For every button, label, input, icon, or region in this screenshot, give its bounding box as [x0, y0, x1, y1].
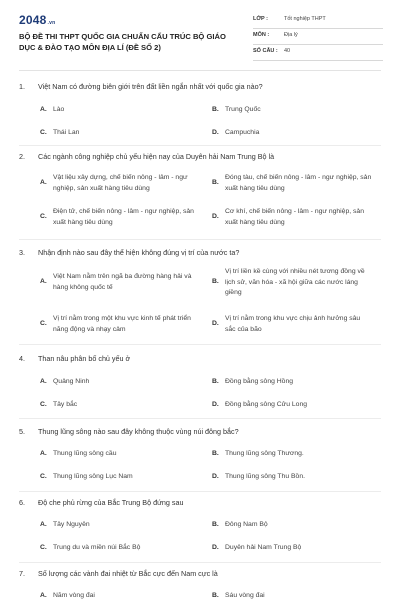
question-text: Việt Nam có đường biên giới trên đất liền ngắn nhất với quốc gia nào? — [38, 82, 263, 91]
option-letter: A. — [40, 521, 47, 528]
option-letter: A. — [40, 278, 47, 285]
question-divider — [19, 145, 381, 146]
question-divider — [19, 239, 381, 240]
option-text: Sáu vòng đai — [225, 592, 265, 599]
question-divider — [19, 344, 381, 345]
meta-key: MÔN : — [253, 32, 270, 38]
exam-meta — [253, 13, 383, 61]
option-letter: B. — [212, 378, 219, 385]
option-text: Lào — [53, 106, 65, 113]
option-letter: D. — [212, 129, 219, 136]
option-text: Thung lũng sông cầu — [53, 450, 117, 457]
option-letter: D. — [212, 473, 219, 480]
option-text: Campuchia — [225, 129, 260, 136]
option-text: Trung Quốc — [225, 106, 261, 113]
option-text: Thung lũng sông Thương. — [225, 450, 304, 457]
question-divider — [19, 418, 381, 419]
option-text: Vị trí liền kề cùng với nhiều nét tương đồng về lịch sử, văn hóa - xã hội giữa các nước láng giềng — [225, 268, 365, 296]
option-letter: D. — [212, 401, 219, 408]
exam-title: BỘ ĐỀ THI THPT QUỐC GIA CHUẨN CẤU TRÚC BỘ GIÁO DỤC & ĐÀO TẠO MÔN ĐỊA LÍ (ĐỀ SỐ 2) — [19, 32, 226, 52]
option-letter: A. — [40, 450, 47, 457]
option-letter: B. — [212, 592, 219, 599]
option-letter: C. — [40, 213, 47, 220]
question-text: Số lượng các vành đai nhiệt từ Bắc cực đến Nam cực là — [38, 569, 218, 578]
option-text: Duyên hải Nam Trung Bộ — [225, 544, 302, 551]
option-letter: B. — [212, 278, 219, 285]
option-text: Tây bắc — [53, 401, 78, 408]
question-divider — [19, 491, 381, 492]
option-text: Quảng Ninh — [53, 378, 90, 385]
logo-text: 2048 — [19, 13, 47, 27]
question-number: 1. — [19, 82, 25, 91]
option-letter: C. — [40, 320, 47, 327]
option-text: Thung lũng sông Lục Nam — [53, 473, 133, 480]
question-text: Thung lũng sông nào sau đây không thuộc vùng núi đông bắc? — [38, 427, 239, 436]
option-letter: C. — [40, 129, 47, 136]
option-text: Thái Lan — [53, 129, 80, 136]
question-text: Than nâu phân bố chủ yếu ở — [38, 354, 131, 363]
meta-value: 40 — [284, 48, 291, 54]
option-letter: D. — [212, 544, 219, 551]
option-letter: C. — [40, 473, 47, 480]
page-header — [0, 0, 400, 66]
option-letter: A. — [40, 378, 47, 385]
header-divider — [19, 70, 381, 71]
meta-key: LỚP : — [253, 16, 268, 22]
option-letter: A. — [40, 179, 47, 186]
option-letter: A. — [40, 106, 47, 113]
logo-suffix: .vn — [47, 20, 56, 26]
option-text: Điện tử, chế biến nông - lâm - ngư nghiệp, sản xuất hàng tiêu dùng — [53, 208, 194, 226]
question-text: Độ che phủ rừng của Bắc Trung Bộ đứng sau — [38, 498, 184, 507]
option-text: Trung du và miền núi Bắc Bộ — [53, 544, 141, 551]
option-text: Năm vòng đai — [53, 592, 95, 599]
question-text: Các ngành công nghiệp chủ yếu hiện nay của Duyên hải Nam Trung Bộ là — [38, 152, 275, 161]
meta-row-count — [253, 45, 383, 61]
option-letter: D. — [212, 213, 219, 220]
question-text: Nhận định nào sau đây thể hiện không đúng vị trí của nước ta? — [38, 248, 240, 257]
option-text: Đóng tàu, chế biến nông - lâm - ngư nghiệp, sản xuất hàng tiêu dùng — [225, 174, 372, 192]
meta-value: Tốt nghiệp THPT — [284, 16, 326, 22]
question-number: 3. — [19, 248, 25, 257]
option-letter: C. — [40, 544, 47, 551]
question-number: 6. — [19, 498, 25, 507]
option-letter: B. — [212, 106, 219, 113]
question-number: 7. — [19, 569, 25, 578]
question-number: 4. — [19, 354, 25, 363]
option-text: Tây Nguyên — [53, 521, 90, 528]
meta-value: Địa lý — [284, 32, 298, 38]
question-number: 2. — [19, 152, 25, 161]
site-logo[interactable] — [19, 13, 55, 27]
meta-row-subject — [253, 29, 383, 45]
option-letter: B. — [212, 521, 219, 528]
option-text: Vị trí nằm trong một khu vực kinh tế phát triển năng động và nhạy cảm — [53, 315, 191, 333]
option-text: Cơ khí, chế biến nông - lâm - ngư nghiệp, sản xuất hàng tiêu dùng — [225, 208, 364, 226]
option-text: Vật liệu xây dựng, chế biến nông - lâm - ngư nghiệp, sản xuất hàng tiêu dùng — [53, 174, 188, 192]
option-text: Vị trí nằm trong khu vực chịu ảnh hưởng sâu sắc của bão — [225, 315, 361, 333]
option-letter: C. — [40, 401, 47, 408]
question-divider — [19, 562, 381, 563]
option-text: Thung lũng sông Thu Bồn. — [225, 473, 305, 480]
question-number: 5. — [19, 427, 25, 436]
option-text: Đồng bằng sông Hồng — [225, 378, 294, 385]
option-letter: D. — [212, 320, 219, 327]
option-letter: A. — [40, 592, 47, 599]
meta-row-class — [253, 13, 383, 29]
option-letter: B. — [212, 179, 219, 186]
option-text: Đồng bằng sông Cửu Long — [225, 401, 308, 408]
option-text: Đông Nam Bộ — [225, 521, 268, 528]
option-text: Việt Nam nằm trên ngã ba đường hàng hải và hàng không quốc tế — [53, 273, 192, 291]
meta-key: SỐ CÂU : — [253, 48, 278, 54]
option-letter: B. — [212, 450, 219, 457]
